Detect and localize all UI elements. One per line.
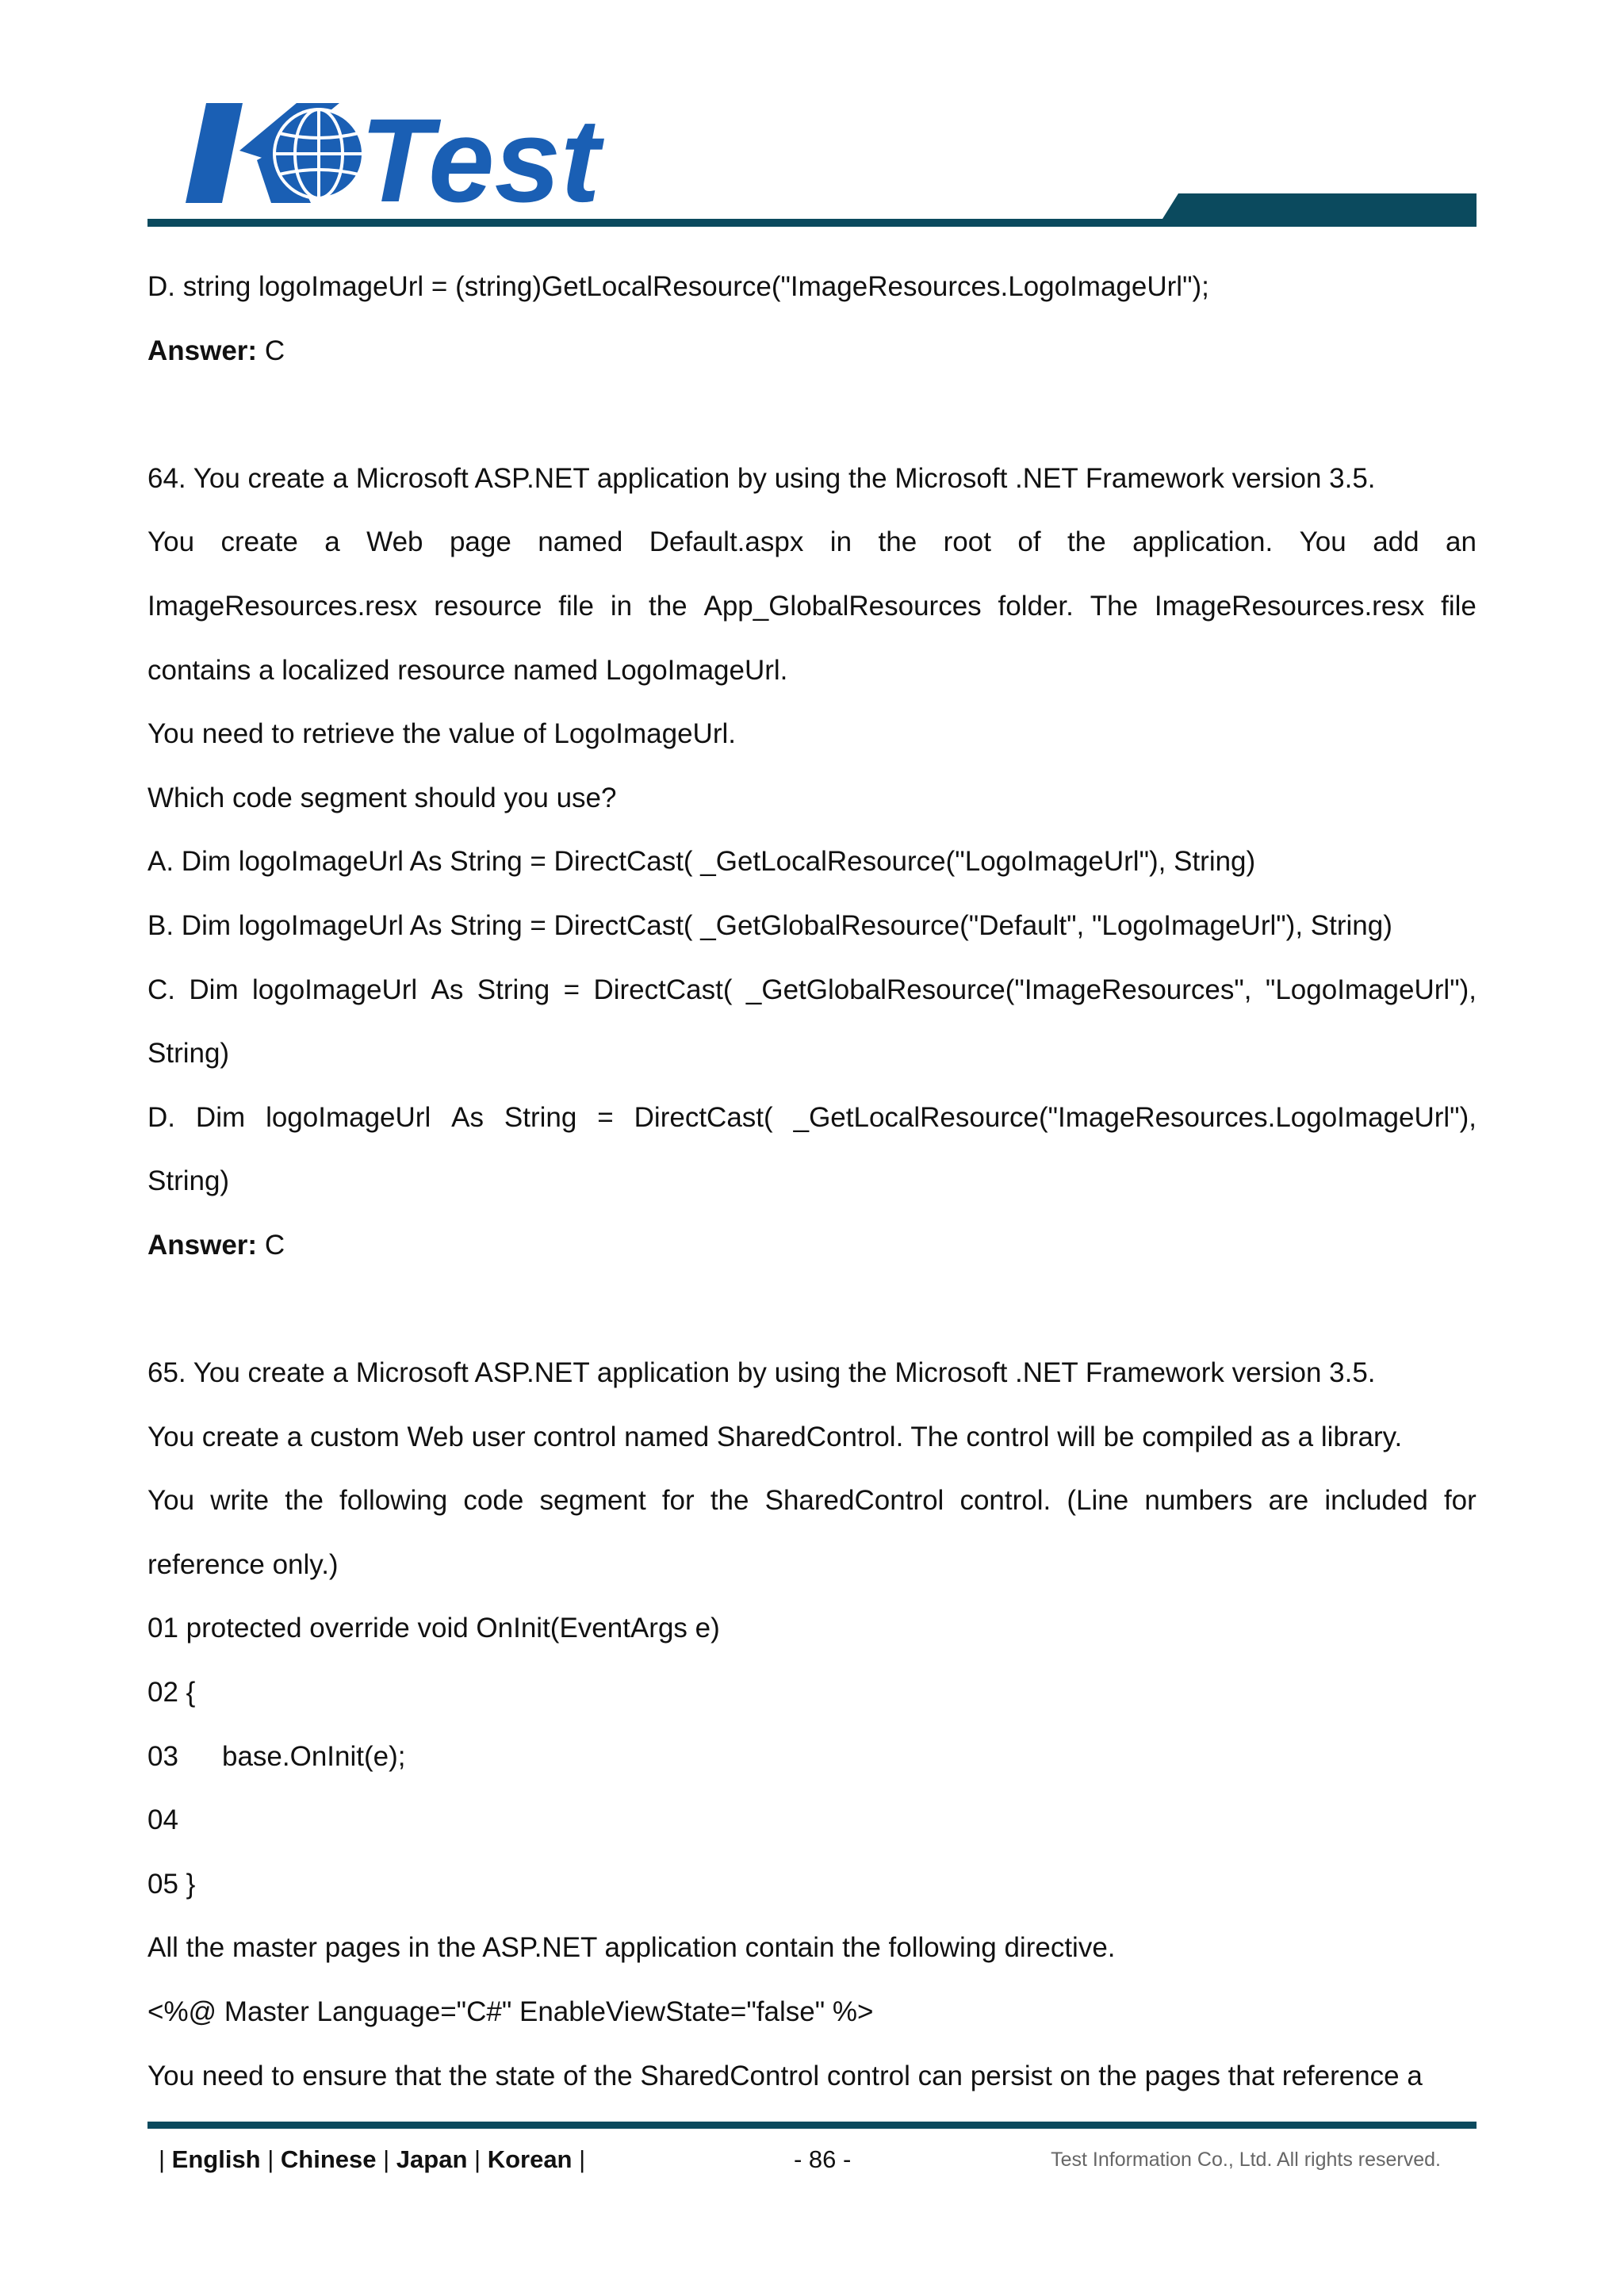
word: file: [558, 590, 595, 622]
word: DirectCast(: [593, 974, 733, 1005]
word: resource: [434, 590, 542, 622]
word: an: [1446, 526, 1477, 558]
word: =: [563, 974, 580, 1005]
logo-text: Test: [360, 94, 600, 212]
word: _GetLocalResource("ImageResources.LogoImageUrl"),: [793, 1101, 1477, 1133]
q64-option-a: A. Dim logoImageUrl As String = DirectCast( _GetLocalResource("LogoImageUrl"), String): [147, 846, 1256, 878]
header-rule: [147, 193, 1477, 227]
word: As: [431, 974, 464, 1005]
q64-answer: [147, 1214, 1477, 1278]
prev-answer: [147, 320, 1477, 384]
q64-option-d: [147, 1086, 1477, 1150]
q65-title: 65. You create a Microsoft ASP.NET application by using the Microsoft .NET Framework version 3.5.: [147, 1357, 1376, 1389]
word: in: [829, 526, 852, 558]
word: You: [1299, 526, 1346, 558]
separator: |: [159, 2145, 172, 2173]
word: As: [451, 1101, 484, 1133]
word: the: [285, 1485, 324, 1517]
spacer: [147, 383, 1477, 447]
separator: |: [572, 2145, 586, 2173]
word: are: [1268, 1485, 1309, 1517]
page-number: - 86 -: [794, 2145, 852, 2173]
word: logoImageUrl: [266, 1101, 431, 1133]
word: Dim: [189, 974, 239, 1005]
word: "LogoImageUrl"),: [1265, 974, 1477, 1005]
q64-option-c: [147, 959, 1477, 1023]
word: for: [661, 1485, 695, 1517]
word: page: [449, 526, 511, 558]
separator: |: [376, 2145, 396, 2173]
separator: |: [260, 2145, 281, 2173]
word: The: [1090, 590, 1139, 622]
word: Web: [366, 526, 423, 558]
q65-directive-intro: All the master pages in the ASP.NET application contain the following directive.: [147, 1932, 1116, 1964]
word: Dim: [195, 1101, 246, 1133]
word: folder.: [998, 590, 1074, 622]
word: the: [878, 526, 917, 558]
q65-line2: You create a custom Web user control named SharedControl. The control will be compiled as a library.: [147, 1421, 1403, 1452]
word: String: [504, 1101, 577, 1133]
word: a: [324, 526, 340, 558]
q64-paragraph-line: [147, 575, 1477, 639]
word: =: [597, 1101, 614, 1133]
prev-option-d: D. string logoImageUrl = (string)GetLocalResource("ImageResources.LogoImageUrl");: [147, 271, 1209, 302]
word: ImageResources.resx: [1154, 590, 1425, 622]
language-link-chinese[interactable]: Chinese: [280, 2145, 377, 2173]
word: for: [1443, 1485, 1477, 1517]
word: add: [1373, 526, 1419, 558]
copyright: Test Information Co., Ltd. All rights reserved.: [1051, 2149, 1441, 2171]
answer-label: Answer:: [147, 335, 258, 366]
language-link-japan[interactable]: Japan: [396, 2145, 468, 2173]
word: Default.aspx: [649, 526, 804, 558]
word: App_GlobalResources: [703, 590, 982, 622]
word: application.: [1132, 526, 1274, 558]
footer-rule: [147, 2122, 1477, 2129]
word: numbers: [1144, 1485, 1253, 1517]
language-link-english[interactable]: English: [171, 2145, 261, 2173]
word: You: [147, 526, 195, 558]
language-links: [159, 2145, 585, 2174]
q65-last-line: You need to ensure that the state of the SharedControl control can persist on the pages that reference a: [147, 2060, 1423, 2091]
answer-value: C: [257, 335, 285, 366]
q64-paragraph-line: contains a localized resource named LogoImageUrl.: [147, 654, 788, 686]
code-line: 04: [147, 1804, 178, 1836]
code-line: 01 protected override void OnInit(EventArgs e): [147, 1613, 720, 1644]
word: the: [710, 1485, 749, 1517]
word: the: [1067, 526, 1106, 558]
answer-value: C: [257, 1229, 285, 1261]
word: (Line: [1067, 1485, 1129, 1517]
q65-directive: <%@ Master Language="C#" EnableViewState="false" %>: [147, 1996, 874, 2028]
word: write: [210, 1485, 270, 1517]
page-footer: [147, 2145, 1477, 2182]
code-line: 05 }: [147, 1868, 196, 1900]
word: logoImageUrl: [252, 974, 418, 1005]
page-header: [147, 94, 1477, 228]
q64-paragraph-line: [147, 511, 1477, 575]
q65-paragraph-line: reference only.): [147, 1548, 339, 1580]
answer-label: Answer:: [147, 1229, 258, 1261]
word: file: [1441, 590, 1477, 622]
word: You: [147, 1485, 195, 1517]
q64-option-d-cont: String): [147, 1165, 230, 1197]
word: in: [610, 590, 633, 622]
q64-need: You need to retrieve the value of LogoImageUrl.: [147, 718, 736, 750]
q64-option-c-cont: String): [147, 1038, 230, 1070]
page-content: [147, 255, 1477, 2108]
word: C.: [147, 974, 175, 1005]
q64-title: 64. You create a Microsoft ASP.NET application by using the Microsoft .NET Framework version 3.5.: [147, 462, 1376, 494]
separator: |: [467, 2145, 488, 2173]
word: SharedControl: [764, 1485, 944, 1517]
word: DirectCast(: [634, 1101, 773, 1133]
word: following: [339, 1485, 448, 1517]
code-line: 02 {: [147, 1677, 196, 1709]
code-line: [147, 1725, 1477, 1789]
word: D.: [147, 1101, 175, 1133]
spacer: [147, 1278, 1477, 1342]
word: the: [648, 590, 688, 622]
word: segment: [539, 1485, 646, 1517]
code-line-text: base.OnInit(e);: [222, 1740, 406, 1772]
q64-ask: Which code segment should you use?: [147, 782, 617, 813]
word: ImageResources.resx: [147, 590, 418, 622]
word: String: [477, 974, 550, 1005]
word: _GetGlobalResource("ImageResources",: [745, 974, 1252, 1005]
word: included: [1324, 1485, 1428, 1517]
word: create: [220, 526, 298, 558]
code-line-number: 03: [147, 1740, 178, 1772]
word: of: [1017, 526, 1041, 558]
language-link-korean[interactable]: Korean: [487, 2145, 573, 2173]
word: control.: [959, 1485, 1051, 1517]
word: code: [463, 1485, 524, 1517]
word: root: [943, 526, 991, 558]
q64-option-b: B. Dim logoImageUrl As String = DirectCast( _GetGlobalResource("Default", "LogoImageUrl"), String): [147, 909, 1392, 941]
q65-paragraph-line: [147, 1469, 1477, 1533]
word: named: [538, 526, 623, 558]
